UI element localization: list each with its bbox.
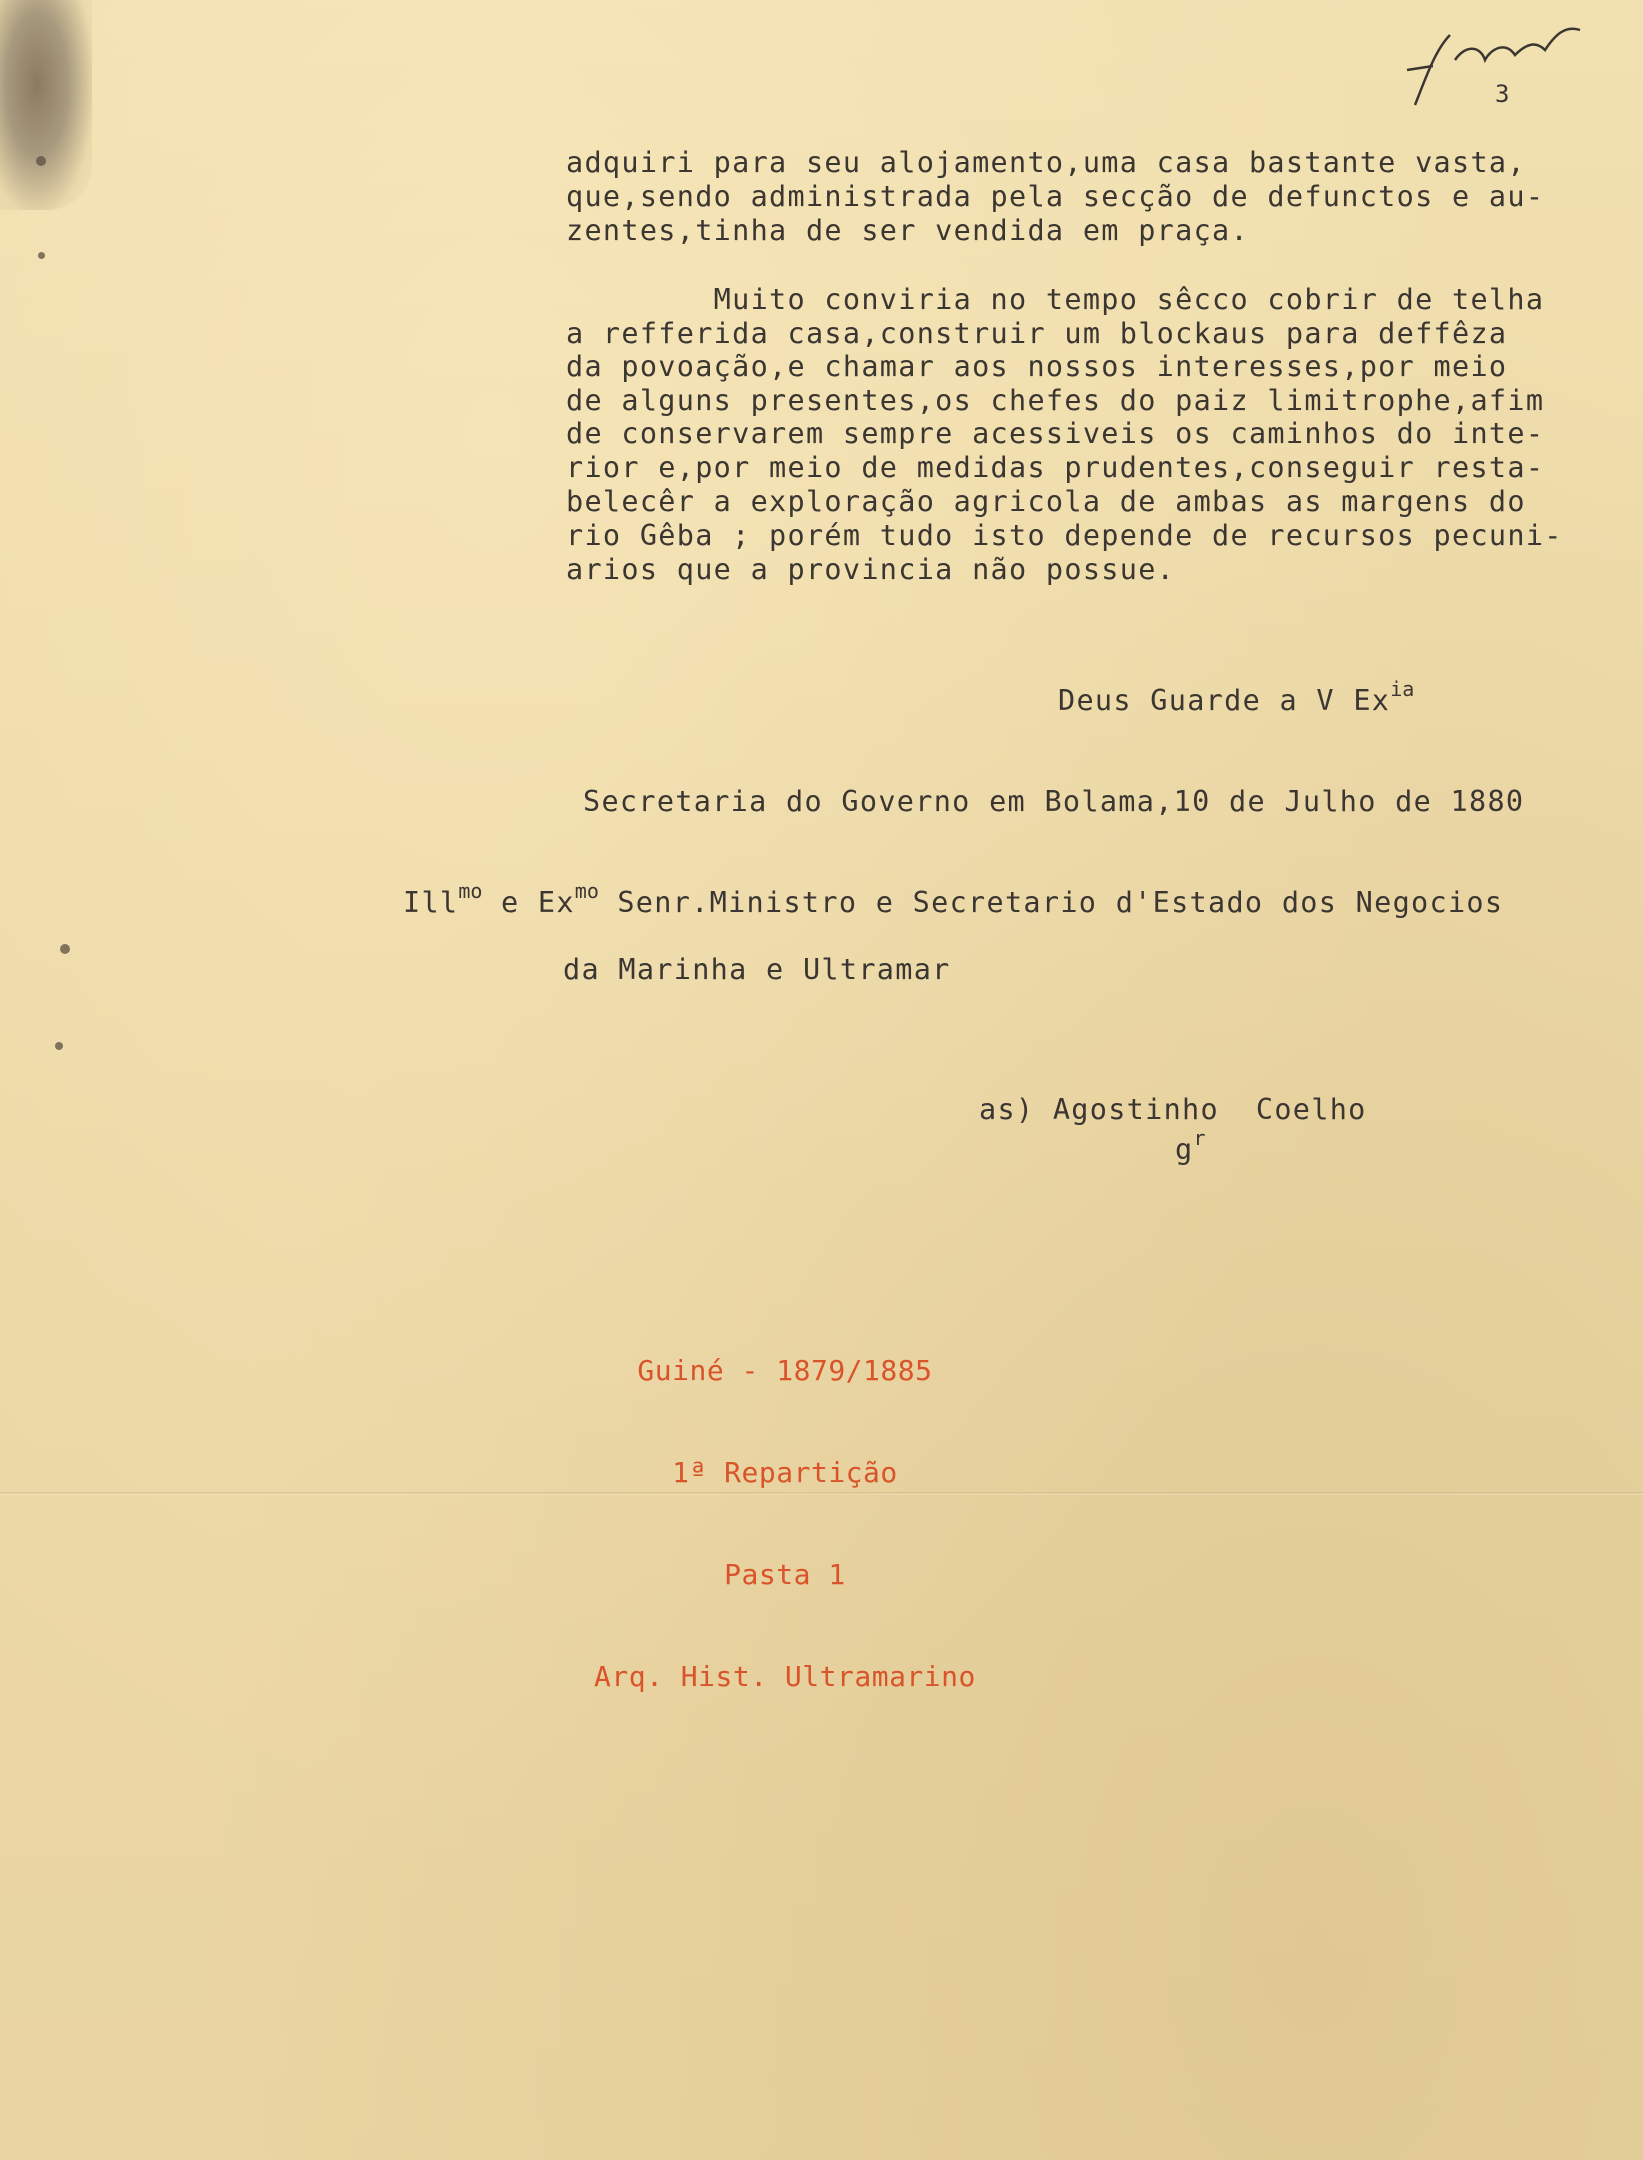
text-line: de conservarem sempre acessiveis os caminhos do inte- [566, 417, 1545, 450]
corner-stain [0, 0, 92, 210]
addressee-title: Ill [403, 886, 459, 919]
text-line: Muito conviria no tempo sêcco cobrir de telha [566, 283, 1545, 316]
text-line: que,sendo administrada pela secção de defunctos e au- [566, 180, 1545, 213]
text-line: zentes,tinha de ser vendida em praça. [566, 214, 1249, 247]
addressee-line-2: da Marinha e Ultramar [563, 953, 951, 986]
place-date: Secretaria do Governo em Bolama,10 de Julho de 1880 [583, 785, 1525, 818]
addressee-superscript: mo [458, 879, 483, 903]
text-line: rior e,por meio de medidas prudentes,conseguir resta- [566, 451, 1545, 484]
closing-text: Deus Guarde a V Ex [1058, 684, 1391, 717]
text-line: rio Gêba ; porém tudo isto depende de recursos pecuni- [566, 519, 1563, 552]
stamp-line: Arq. Hist. Ultramarino [594, 1660, 976, 1693]
stamp-line: Guiné - 1879/1885 [637, 1354, 933, 1387]
addressee-text: Senr.Ministro e Secretario d'Estado dos Negocios [598, 886, 1504, 919]
punch-mark [38, 252, 45, 259]
signature: as) Agostinho Coelho [979, 1093, 1367, 1126]
text-line: a refferida casa,construir um blockaus para deffêza [566, 317, 1508, 350]
punch-mark [36, 156, 46, 166]
text-line: de alguns presentes,os chefes do paiz limitrophe,afim [566, 384, 1545, 417]
addressee-superscript: mo [574, 879, 599, 903]
svg-text:f. Ucalte: f. Ucalte [1465, 69, 1476, 71]
punch-mark [55, 1042, 63, 1050]
stamp-line: 1ª Repartição [672, 1456, 898, 1489]
text-line: adquiri para seu alojamento,uma casa bastante vasta, [566, 146, 1526, 179]
addressee-line-1 [403, 879, 1504, 919]
text-line: da povoação,e chamar aos nossos interesses,por meio [566, 350, 1508, 383]
closing-salutation [1058, 677, 1415, 717]
stamp-line: Pasta 1 [724, 1558, 846, 1591]
archive-stamp [594, 1286, 976, 1762]
text-line: belecêr a exploração agricola de ambas as margens do [566, 485, 1526, 518]
text-line: arios que a provincia não possue. [566, 553, 1176, 586]
page-number: 3 [1495, 80, 1510, 108]
closing-superscript: ia [1390, 677, 1415, 701]
signature-rank: $g^r$ [1175, 1126, 1206, 1166]
addressee-connector: e Ex [482, 886, 575, 919]
punch-mark [60, 944, 70, 954]
